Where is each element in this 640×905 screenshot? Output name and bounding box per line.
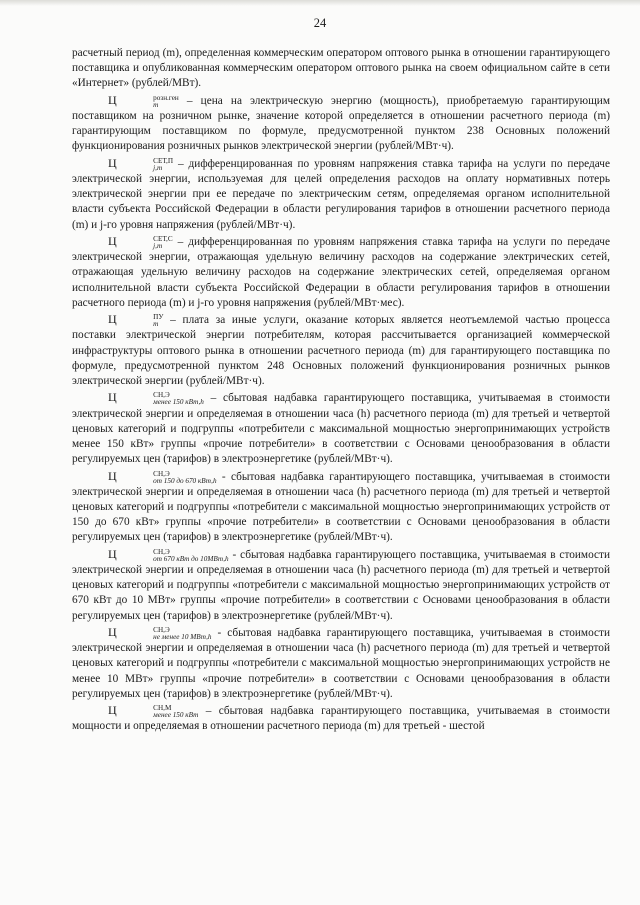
formula-symbol	[108, 468, 217, 485]
paragraph-continuation	[72, 46, 610, 92]
symbol-subscript: менее 150 кВт,h	[153, 398, 204, 407]
symbol-superscript: СН,Э	[153, 391, 170, 400]
definition-retail-price	[72, 93, 610, 155]
definition-capacity-markup-under-150kw	[72, 703, 610, 734]
formula-symbol	[108, 390, 204, 407]
symbol-subscript: от 670 кВт до 10МВт,h	[153, 554, 229, 563]
symbol-base: Ц	[108, 155, 117, 170]
page-number: 24	[313, 16, 327, 30]
symbol-subscript: от 150 до 670 кВт,h	[153, 476, 217, 485]
paragraph-text: расчетный период (m), определенная коммерческим оператором оптового рынка в отношении гарантирующего поставщика и опубликованная коммерческим оператором оптового рынка на своем официальном сайте в сети «Интернет» (рублей/МВт).	[72, 47, 610, 90]
symbol-base: Ц	[108, 234, 117, 248]
document-body	[72, 46, 610, 736]
symbol-base: Ц	[108, 546, 117, 561]
paragraph-text: - сбытовая надбавка гарантирующего поставщика, учитываемая в стоимости электрической энергии и определяемая в отношении часа (h) расчетного периода (m) для третьей и четвертой ценовых категорий и подгруппы «потребители с максимальной мощностью энергопринимающих устройств не менее 10 МВт» группы «прочие потребители» в соответствии с Основами ценообразования в области регулируемых цен (тарифов) в электроэнергетике (рублей/МВт·ч).	[72, 627, 610, 700]
symbol-superscript: СЕТ,П	[153, 156, 174, 165]
definition-network-loss-tariff	[72, 156, 610, 233]
formula-symbol	[108, 625, 212, 642]
symbol-superscript: СН,Э	[153, 626, 170, 635]
paragraph-text: - сбытовая надбавка гарантирующего поставщика, учитываемая в стоимости электрической энергии и определяемая в отношении часа (h) расчетного периода (m) для третьей и четвертой ценовых категорий и подгруппы «потребители с максимальной мощностью энергопринимающих устройств от 670 кВт до 10 МВт» группы «прочие потребители» в соответствии с Основами ценообразования в области регулируемых цен (тарифов) в электроэнергетике (рублей/МВт·ч).	[72, 548, 610, 622]
symbol-subscript: m	[153, 100, 159, 109]
symbol-base: Ц	[108, 312, 117, 327]
scan-edge-shadow	[0, 0, 640, 6]
symbol-subscript: не менее 10 МВт,h	[153, 633, 212, 642]
symbol-base: Ц	[108, 703, 117, 718]
symbol-superscript: СН,М	[153, 704, 172, 713]
symbol-subscript: j,m	[153, 163, 163, 172]
symbol-subscript: m	[153, 320, 159, 329]
definition-markup-under-150kw	[72, 390, 610, 467]
definition-markup-over-10mw	[72, 625, 610, 702]
paragraph-text: – цена на электрическую энергию (мощность), приобретаемую гарантирующим поставщиком на розничном рынке, значение которой определяется в отношении расчетного периода (m) гарантирующим поставщиком по формуле, предусмотренной пунктом 238 Основных положений функционирования розничных рынков электрической энергии (рублей/МВт·ч).	[72, 94, 610, 153]
paragraph-text: – сбытовая надбавка гарантирующего поставщика, учитываемая в стоимости электрической энергии и определяемая в отношении часа (h) расчетного периода (m) для третьей и четвертой ценовых категорий и подгруппы «потребители с максимальной мощностью энергопринимающих устройств менее 150 кВт» группы «прочие потребители» в соответствии с Основами ценообразования в области регулируемых цен (тарифов) в электроэнергетике (рублей/МВт·ч).	[72, 392, 610, 466]
formula-symbol	[108, 92, 179, 109]
formula-symbol	[108, 312, 164, 329]
symbol-superscript: ПУ	[153, 313, 164, 322]
definition-markup-670kw-10mw	[72, 547, 610, 624]
symbol-base: Ц	[108, 92, 117, 107]
symbol-superscript: СН,Э	[153, 469, 170, 478]
symbol-base: Ц	[108, 625, 117, 640]
symbol-subscript: j,m	[153, 242, 163, 250]
formula-symbol	[108, 236, 173, 248]
paragraph-text: – сбытовая надбавка гарантирующего поставщика, учитываемая в стоимости мощности и определяемая в отношении расчетного периода (m) для третьей - шестой	[72, 705, 610, 733]
symbol-subscript: менее 150 кВт	[153, 711, 199, 720]
paragraph-text: – дифференцированная по уровням напряжения ставка тарифа на услуги по передаче электрической энергии, используемая для целей определения расходов на оплату нормативных потерь электрической энергии при ее передаче по электрическим сетям, определяемая органом исполнительной власти субъекта Российской Федерации в области регулирования тарифов в отношении расчетного периода (m) и j-го уровня напряжения (рублей/МВт·ч).	[72, 157, 610, 231]
symbol-superscript: СН,Э	[153, 547, 170, 556]
definition-network-maintenance-tariff	[72, 234, 610, 311]
paragraph-text: – дифференцированная по уровням напряжения ставка тарифа на услуги по передаче электрической энергии, отражающая удельную величину расходов на содержание электрических сетей, отражающая удельную величину расходов на содержание электрических сетей, определяемая органом исполнительной власти субъекта Российской Федерации в области регулирования тарифов в отношении расчетного периода (m) и j-го уровня напряжения (рублей/МВт·мес).	[72, 236, 610, 309]
definition-markup-150-670kw	[72, 469, 610, 546]
symbol-base: Ц	[108, 390, 117, 405]
paragraph-text: - сбытовая надбавка гарантирующего поставщика, учитываемая в стоимости электрической энергии и определяемая в отношении часа (h) расчетного периода (m) для третьей и четвертой ценовых категорий и подгруппы «потребители с максимальной мощностью энергопринимающих устройств от 150 до 670 кВт» группы «прочие потребители» в соответствии с Основами ценообразования в области регулируемых цен (тарифов) в электроэнергетике (рублей/МВт·ч).	[72, 470, 610, 544]
formula-symbol	[108, 155, 174, 172]
formula-symbol	[108, 703, 199, 720]
symbol-superscript: СЕТ,С	[153, 235, 173, 243]
symbol-base: Ц	[108, 468, 117, 483]
paragraph-text: – плата за иные услуги, оказание которых является неотъемлемой частью процесса поставки электрической энергии потребителям, которая рассчитывается организацией коммерческой инфраструктуры оптового рынка в отношении расчетного периода (m) для гарантирующего поставщика по формуле, предусмотренной пунктом 248 Основных положений функционирования розничных рынков электрической энергии (рублей/МВт·ч).	[72, 314, 610, 388]
formula-symbol	[108, 546, 229, 563]
definition-other-services-fee	[72, 312, 610, 389]
symbol-superscript: розн.ген	[153, 93, 179, 102]
